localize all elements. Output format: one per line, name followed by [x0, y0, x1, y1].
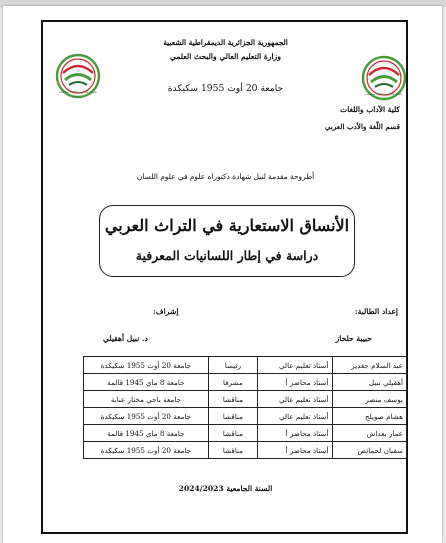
- table-row: [84, 391, 407, 408]
- supervisor-name: د. نبيل أهقيلي: [103, 334, 148, 343]
- jury-university: جامعة باجي مختار عنابة: [84, 391, 209, 408]
- table-row: [84, 442, 407, 459]
- jury-university: جامعة 20 أوت 1955 سكيكدة: [84, 357, 209, 374]
- university-name: جامعة 20 أوت 1955 سكيكدة: [167, 83, 284, 94]
- university-logo-right: [361, 55, 407, 101]
- jury-role: مشرفا: [208, 374, 257, 391]
- document-page: [3, 6, 442, 543]
- table-row: [84, 408, 407, 425]
- jury-role: رئيسا: [208, 357, 257, 374]
- jury-university: جامعة 8 ماي 1945 قالمة: [84, 374, 209, 391]
- ministry-name: وزارة التعليم العالي والبحث العلمي: [169, 52, 281, 61]
- thesis-subtitle: دراسة في إطار اللسانيات المعرفية: [135, 248, 319, 263]
- jury-rank: أستاذ تعليم عالي: [258, 408, 332, 425]
- jury-rank: أستاذ محاضر أ: [258, 425, 332, 442]
- jury-university: جامعة 20 أوت 1955 سكيكدة: [84, 442, 209, 459]
- logo-text: جامعة 20 أوت 1955 سكيكدة: [59, 90, 97, 94]
- page-border-frame: [41, 20, 408, 534]
- supervisor-label: إشراف:: [153, 307, 179, 316]
- university-logo-left: [55, 53, 101, 99]
- table-row: [84, 374, 407, 391]
- table-row: [84, 425, 407, 442]
- logo-text: جامعة 20 أوت 1955 سكيكدة: [365, 92, 403, 96]
- jury-university: جامعة 20 أوت 1955 سكيكدة: [84, 408, 209, 425]
- jury-role: مناقشا: [208, 442, 257, 459]
- thesis-description: أطروحة مقدمة لنيل شهادة دكتوراه علوم في علوم اللسان: [136, 172, 315, 181]
- jury-rank: أستاذ تعليم عالي: [258, 357, 332, 374]
- jury-role: مناقشا: [208, 425, 257, 442]
- jury-university: جامعة 8 ماي 1945 قالمة: [84, 425, 209, 442]
- student-name: حبيبة حلحاز: [335, 334, 372, 343]
- department-name: قسم اللّغة والأدب العربي: [324, 122, 400, 131]
- jury-rank: أستاذ محاضر أ: [258, 374, 332, 391]
- jury-rank: أستاذ محاضر أ: [258, 442, 332, 459]
- jury-name: عبد السلام جغدير: [332, 357, 406, 374]
- jury-rank: أستاذ تعليم عالي: [258, 391, 332, 408]
- thesis-title: الأنساق الاستعارية في التراث العربي: [104, 216, 350, 235]
- jury-role: مناقشا: [208, 408, 257, 425]
- republic-name: الجمهورية الجزائرية الديمقراطية الشعبية: [163, 38, 288, 47]
- jury-name: يوسف منصر: [332, 391, 406, 408]
- table-row: [84, 357, 407, 374]
- college-name: كلية الآداب واللغات: [340, 105, 400, 114]
- jury-name: سفيان لحمائص: [332, 442, 406, 459]
- jury-role: مناقشا: [208, 391, 257, 408]
- jury-name: أهقيلي نبيل: [332, 374, 406, 391]
- jury-name: عمار بعداش: [332, 425, 406, 442]
- academic-year: السنة الجامعية 2024/2023: [178, 484, 273, 493]
- title-box: [99, 205, 355, 277]
- jury-name: هشام صويلح: [332, 408, 406, 425]
- prepared-by-label: إعداد الطالبة:: [354, 307, 398, 316]
- jury-table: [83, 356, 407, 459]
